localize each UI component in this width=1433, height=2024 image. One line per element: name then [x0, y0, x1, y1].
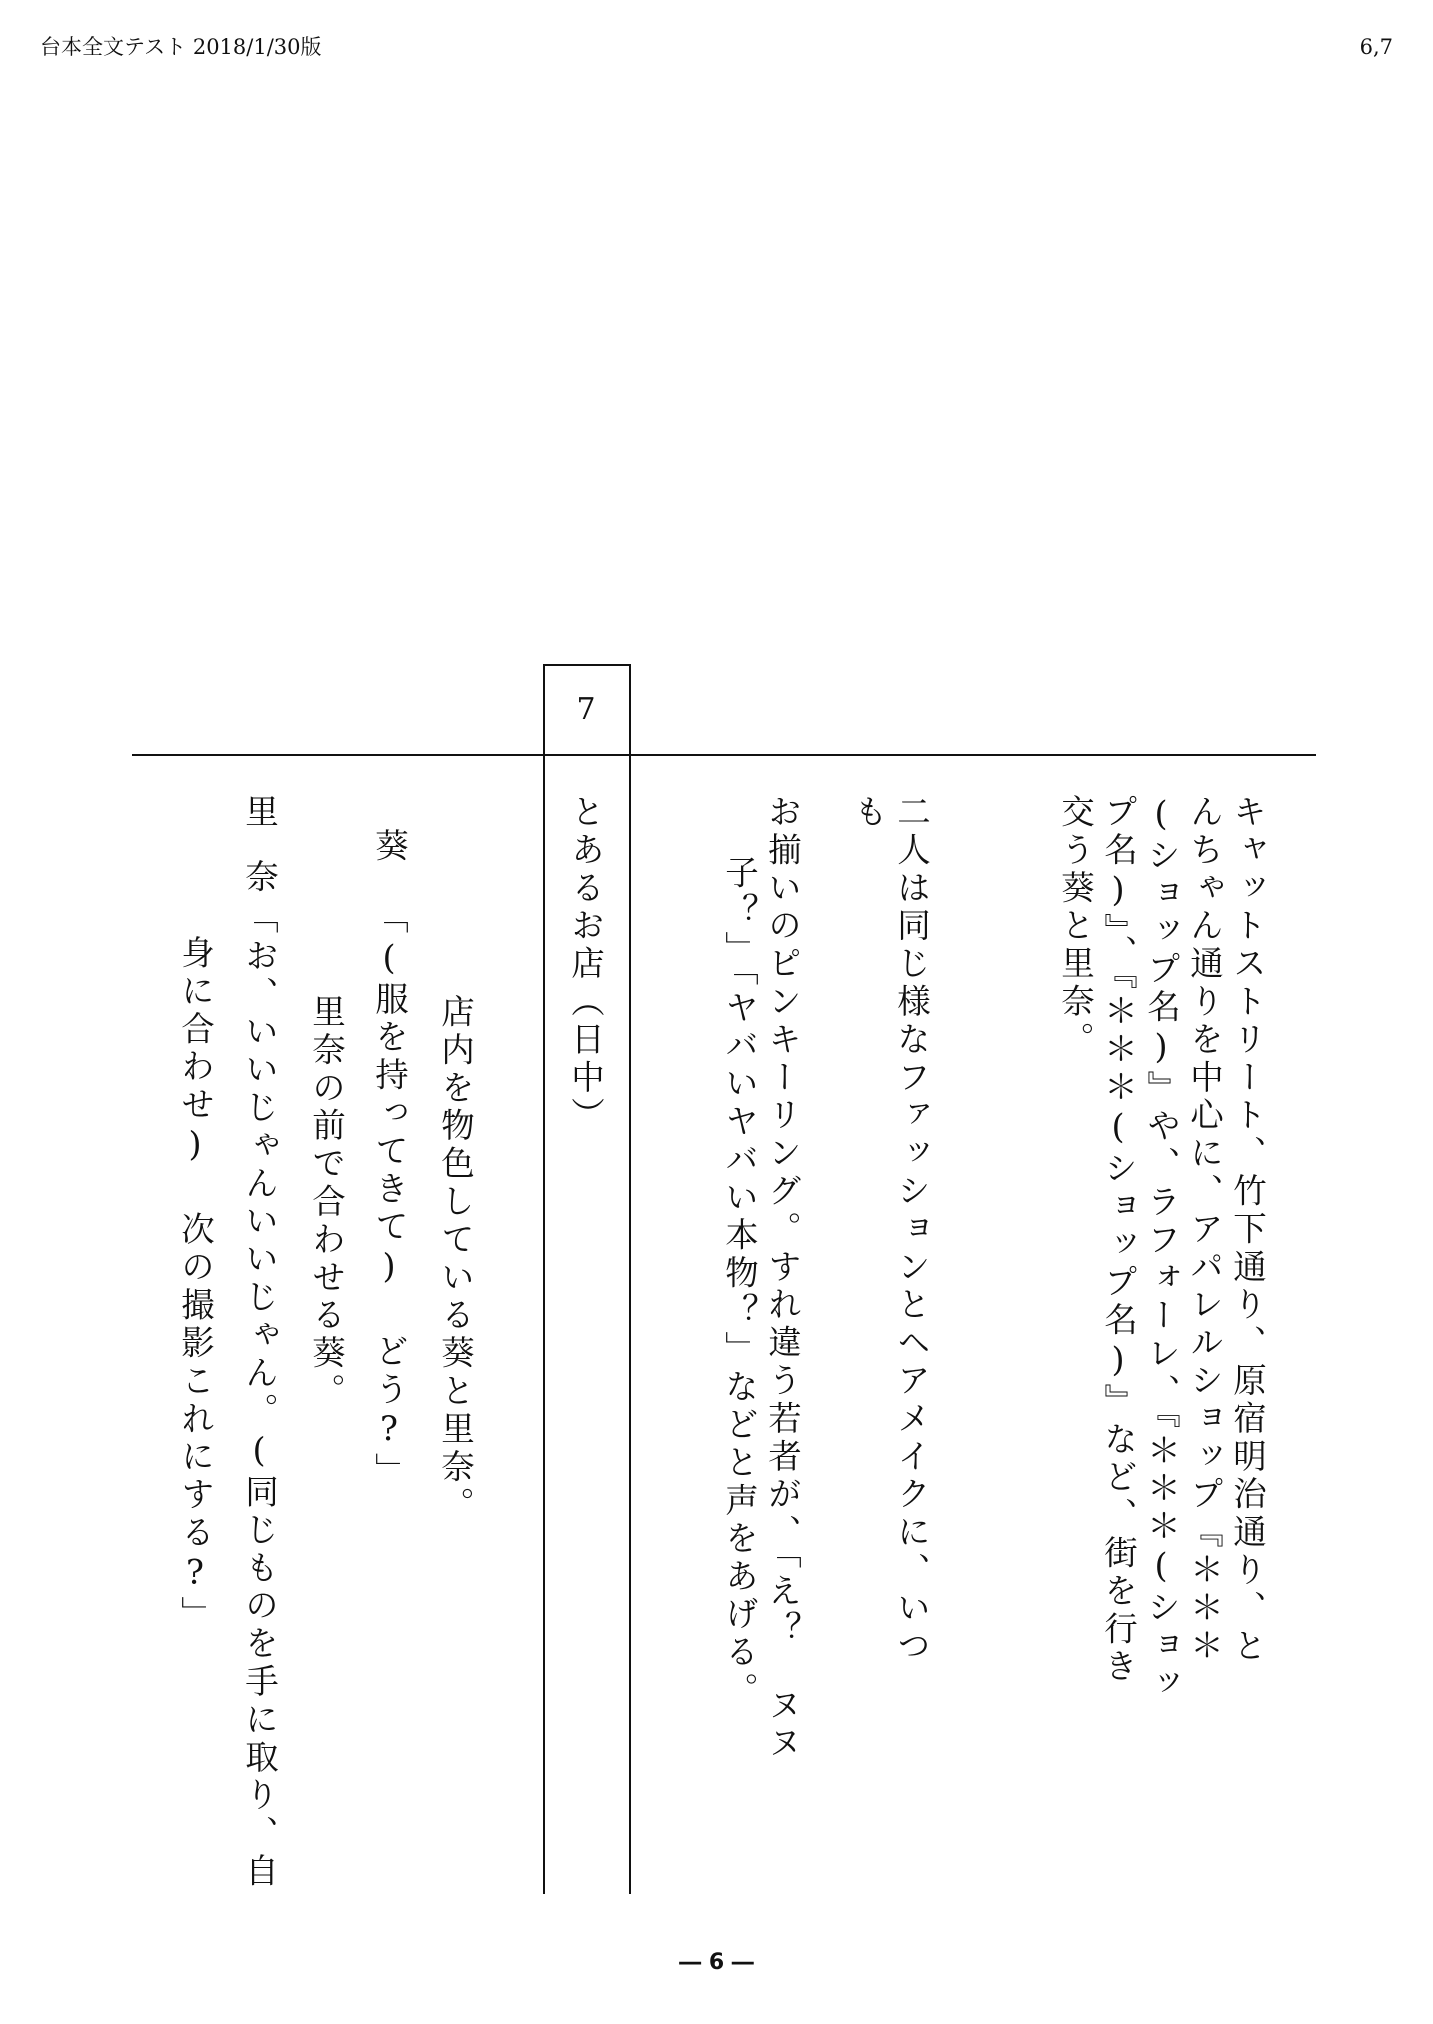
script-line-7: も: [848, 794, 888, 832]
speaker-aoi: 葵: [369, 828, 409, 866]
speaker-rina-2: 奈: [239, 859, 279, 897]
scene-heading: とあるお店（日中）: [565, 794, 605, 1136]
script-line-2: んちゃん通りを中心に、アパレルショップ『＊＊＊: [1184, 794, 1224, 1666]
dialogue-rina-1: 「お、いいじゃんいいじゃん。(同じものを手に取り、自: [239, 900, 279, 1891]
speaker-rina-1: 里: [239, 794, 279, 832]
document-title: 台本全文テスト 2018/1/30版: [40, 35, 322, 59]
dialogue-aoi-1: 「(服を持ってきて) どう?」: [369, 900, 409, 1491]
script-line-5: 交う葵と里奈。: [1055, 794, 1095, 1060]
script-line-6: 二人は同じ様なファッションとヘアメイクに、いつ: [891, 794, 931, 1666]
script-line-3: (ショップ名)』や、ラフォーレ、『＊＊＊(ショッ: [1141, 794, 1181, 1704]
page-range: 6,7: [1359, 35, 1393, 59]
dialogue-rina-1-cont: 身に合わせ) 次の撮影これにする?」: [175, 935, 215, 1634]
script-line-4: プ名)』、『＊＊＊(ショップ名)』など、街を行き: [1098, 794, 1138, 1687]
action-line-2: 里奈の前で合わせる葵。: [306, 994, 346, 1411]
action-line-1: 店内を物色している葵と里奈。: [435, 994, 475, 1525]
script-line-9: 子？」「ヤバいヤバい本物？」などと声をあげる。: [719, 855, 759, 1710]
scene-box-right-line: [629, 664, 631, 1894]
script-line-8: お揃いのピンキーリング。すれ違う若者が、「え？ ヌヌ: [762, 794, 802, 1763]
page-number: ― 6 ―: [679, 1950, 754, 1975]
script-line-1: キャットストリート、竹下通り、原宿明治通り、と: [1227, 794, 1267, 1666]
scene-number: 7: [576, 691, 596, 727]
scene-divider-line: [132, 754, 1316, 756]
scene-box-left-line: [543, 664, 545, 1894]
